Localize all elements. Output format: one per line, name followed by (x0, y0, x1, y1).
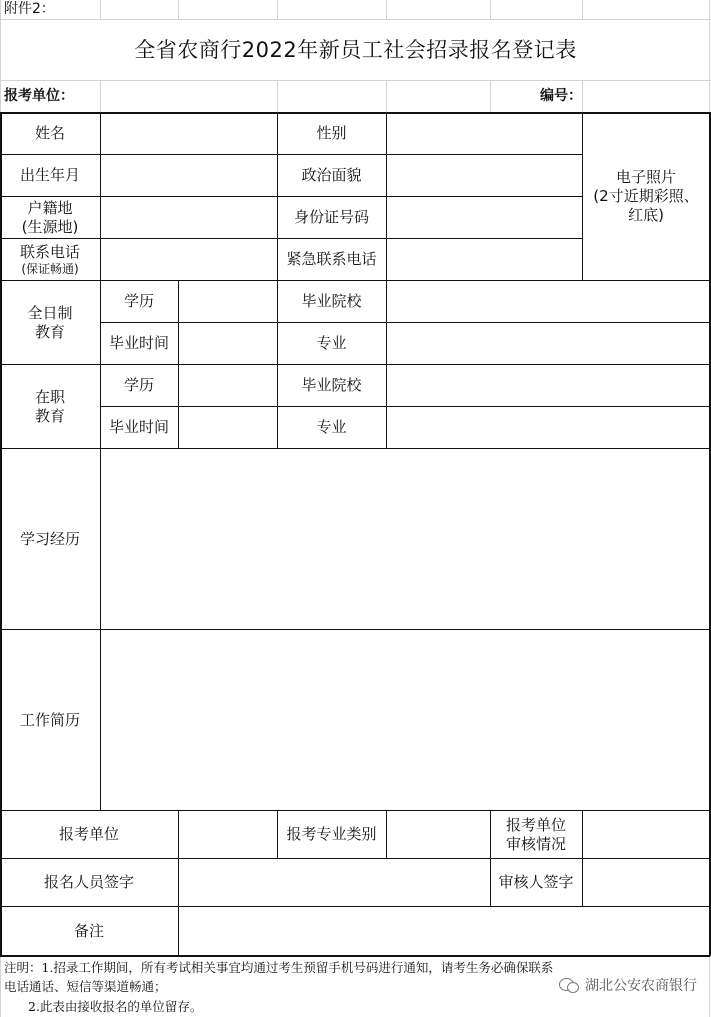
apply-unit-field[interactable] (179, 811, 277, 858)
politics-label: 政治面貌 (301, 166, 362, 184)
inservice-school-label: 毕业院校 (301, 376, 362, 394)
photo-label-line1: 电子照片 (615, 168, 676, 186)
number-field[interactable] (583, 81, 709, 112)
applicant-sign-label: 报名人员签字 (43, 873, 134, 891)
major-category-label: 报考专业类别 (286, 825, 377, 843)
unit-field[interactable] (101, 81, 490, 112)
inservice-label (0, 365, 100, 448)
gender-field[interactable] (387, 113, 582, 154)
inservice-major-label: 专业 (316, 418, 347, 436)
birth-field[interactable] (101, 155, 277, 196)
applicant-sign-field[interactable] (179, 859, 490, 906)
idcard-field[interactable] (387, 197, 582, 238)
major-category-field[interactable] (387, 811, 490, 858)
gridline (490, 0, 491, 19)
birth-label: 出生年月 (19, 166, 80, 184)
fulltime-gradtime-field[interactable] (179, 323, 277, 364)
study-history-field[interactable] (101, 449, 709, 629)
phone-label-line2: (保证畅通) (21, 262, 79, 276)
fulltime-degree-label: 学历 (123, 292, 154, 310)
photo-box[interactable] (583, 113, 709, 280)
hukou-label (0, 197, 100, 238)
watermark-text: 湖北公安农商银行 (585, 978, 697, 994)
inservice-degree-label: 学历 (123, 376, 154, 394)
gridline (100, 0, 101, 19)
hukou-label-line2: (生源地) (21, 217, 79, 236)
note-line-3: 2.此表由接收报名的单位留存。 (28, 999, 203, 1014)
inservice-gradtime-label: 毕业时间 (108, 418, 169, 436)
review-label (490, 811, 582, 858)
reviewer-sign-label: 审核人签字 (498, 873, 574, 891)
note-line-2: 电话通话、短信等渠道畅通； (4, 979, 167, 994)
attachment-label: 附件2： (4, 1, 55, 17)
gender-label: 性别 (316, 124, 347, 142)
border (709, 112, 711, 956)
fulltime-school-label: 毕业院校 (301, 292, 362, 310)
gridline (490, 80, 491, 113)
review-label-line1: 报考单位 (505, 815, 566, 834)
photo-label-line3: 红底) (628, 206, 664, 224)
hukou-field[interactable] (101, 197, 277, 238)
idcard-label: 身份证号码 (293, 208, 369, 226)
fulltime-label-line1: 全日制 (27, 303, 73, 322)
phone-label-line1: 联系电话 (19, 243, 80, 261)
work-history-label: 工作简历 (19, 710, 80, 729)
border (0, 955, 710, 957)
fulltime-label-line2: 教育 (34, 322, 65, 341)
reviewer-sign-field[interactable] (583, 859, 709, 906)
emergency-phone-field[interactable] (387, 239, 582, 280)
gridline (277, 0, 278, 19)
hukou-label-line1: 户籍地 (27, 198, 73, 217)
photo-label-line2: (2寸近期彩照、 (593, 187, 699, 205)
inservice-gradtime-field[interactable] (179, 407, 277, 448)
wechat-icon (559, 977, 579, 993)
review-label-line2: 审核情况 (505, 834, 566, 853)
politics-field[interactable] (387, 155, 582, 196)
gridline (386, 0, 387, 19)
unit-label: 报考单位： (4, 88, 74, 104)
remarks-field[interactable] (179, 907, 709, 955)
phone-label (0, 239, 100, 280)
inservice-school-field[interactable] (387, 365, 709, 406)
name-label: 姓名 (34, 124, 65, 142)
review-field[interactable] (583, 811, 709, 858)
form-title: 全省农商行2022年新员工社会招录报名登记表 (134, 37, 577, 62)
fulltime-school-field[interactable] (387, 281, 709, 322)
remarks-label: 备注 (73, 921, 104, 940)
note-line-1: 注明：1.招录工作期间，所有考试相关事宜均通过考生预留手机号码进行通知，请考生务必确保联系 (4, 960, 554, 975)
emergency-phone-label: 紧急联系电话 (286, 250, 377, 268)
work-history-field[interactable] (101, 630, 709, 810)
apply-unit-label: 报考单位 (58, 825, 119, 843)
fulltime-major-field[interactable] (387, 323, 709, 364)
inservice-label-line2: 教育 (34, 406, 65, 425)
fulltime-degree-field[interactable] (179, 281, 277, 322)
gridline (178, 0, 179, 19)
gridline (0, 19, 711, 20)
watermark (559, 975, 697, 995)
number-label: 编号： (540, 88, 582, 104)
study-history-label: 学习经历 (19, 529, 80, 548)
phone-field[interactable] (101, 239, 277, 280)
inservice-degree-field[interactable] (179, 365, 277, 406)
inservice-major-field[interactable] (387, 407, 709, 448)
gridline (582, 0, 583, 19)
fulltime-gradtime-label: 毕业时间 (108, 334, 169, 352)
name-field[interactable] (101, 113, 277, 154)
fulltime-major-label: 专业 (316, 334, 347, 352)
inservice-label-line1: 在职 (34, 387, 65, 406)
fulltime-label (0, 281, 100, 364)
